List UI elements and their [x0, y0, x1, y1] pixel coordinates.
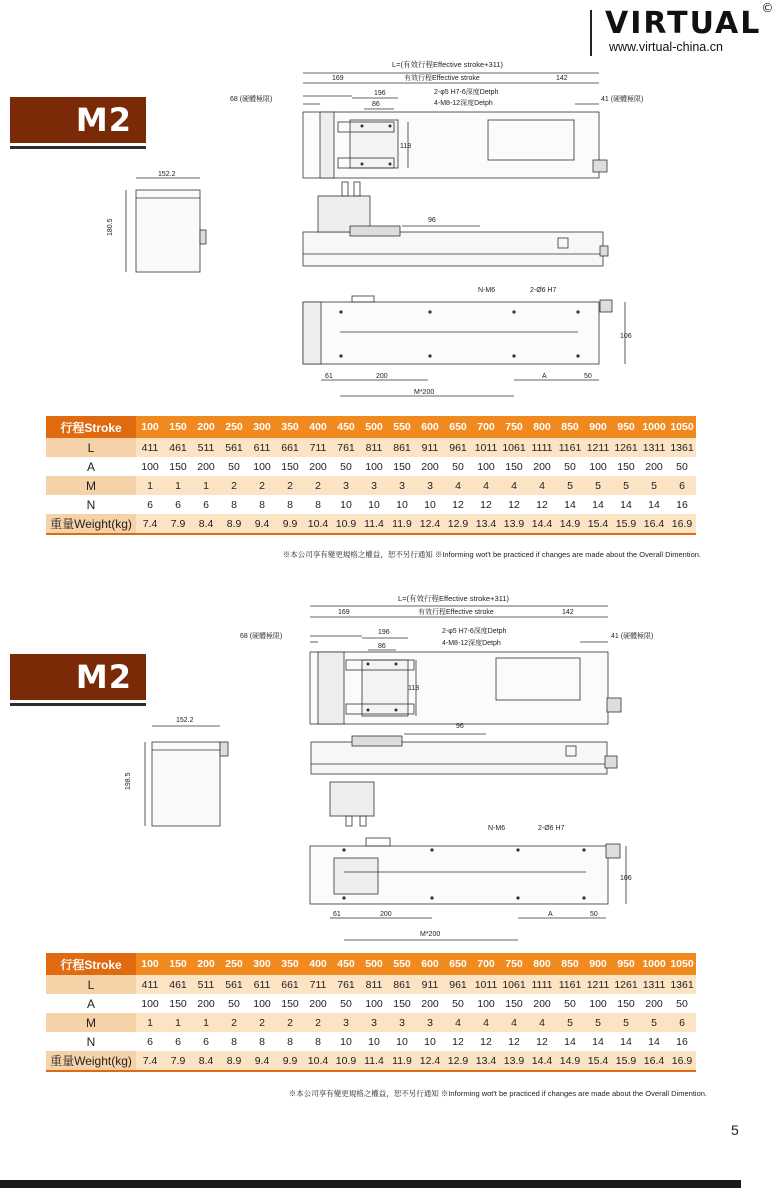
svg-text:M*200: M*200: [414, 389, 435, 396]
svg-text:200: 200: [376, 373, 388, 380]
svg-text:2-Ø6 H7: 2-Ø6 H7: [538, 825, 565, 832]
svg-text:96: 96: [456, 723, 464, 730]
svg-text:86: 86: [372, 101, 380, 108]
svg-text:2-φ5 H7-6深度Detph: 2-φ5 H7-6深度Detph: [434, 89, 499, 96]
svg-text:106: 106: [620, 875, 632, 882]
svg-text:198.5: 198.5: [125, 772, 132, 790]
svg-text:118: 118: [400, 143, 412, 150]
table-row: N 6 6 6 8 8 8 8 10 10 10 10 12 12 12 12 14 14 14 14 16: [86, 1034, 688, 1049]
svg-text:196: 196: [374, 90, 386, 97]
model-badge: M2: [10, 654, 146, 700]
table-row: 重量Weight(kg) 7.4 7.9 8.4 8.9 9.4 9.9 10.4 10.9 11.4 11.9 12.4 12.9 13.4 13.9 14.4 14.9 15.4 15.9 16.4 16.9: [46, 514, 696, 534]
svg-text:4-M8-12深度Detph: 4-M8-12深度Detph: [442, 640, 501, 647]
svg-text:96: 96: [428, 217, 436, 224]
table-header-row: 行程Stroke 100 150 200 250 300 350 400 450 500 550 600 650 700 750 800 850 900 950 1000 1050: [46, 953, 696, 975]
table-row: M 1 1 1 2 2 2 2 3 3 3 3 4 4 4 4 5 5 5 5 6: [46, 1013, 696, 1032]
table-row: L 411 461 511 561 611 661 711 761 811 861 911 961 1011 1061 1111 1161 1211 1261 1311 1361: [46, 438, 696, 457]
svg-text:142: 142: [562, 609, 574, 616]
table-row: M 1 1 1 2 2 2 2 3 3 3 3 4 4 4 4 5 5 5 5 6: [46, 476, 696, 495]
svg-text:A: A: [542, 373, 547, 380]
svg-text:50: 50: [590, 911, 598, 918]
svg-text:41 (硬體極限): 41 (硬體極限): [611, 633, 654, 640]
svg-text:有效行程Effective stroke: 有效行程Effective stroke: [418, 609, 494, 616]
stroke-label: 有效行程Effective stroke: [404, 75, 480, 82]
svg-text:86: 86: [378, 643, 386, 650]
page-number: 5: [731, 1122, 739, 1138]
brand-logo: VIRTUAL©: [605, 1, 775, 41]
svg-text:169: 169: [338, 609, 350, 616]
svg-text:196: 196: [378, 629, 390, 636]
svg-text:N-M6: N-M6: [478, 287, 496, 294]
table-header-label: 行程Stroke: [46, 416, 136, 438]
svg-text:61: 61: [333, 911, 341, 918]
svg-text:152.2: 152.2: [158, 171, 176, 178]
table-header-row: 行程Stroke 100 150 200 250 300 350 400 450 500 550 600 650 700 750 800 850 900 950 1000 1050: [46, 416, 696, 438]
svg-text:A: A: [548, 911, 553, 918]
model-badge: M2: [10, 97, 146, 143]
disclaimer-note: ※本公司享有變更規格之權益，恕不另行通知 ※Informing wot't be practiced if changes are made about the Overall Dimention.: [282, 550, 701, 559]
svg-text:N-M6: N-M6: [488, 825, 506, 832]
table-row: 重量Weight(kg) 7.4 7.9 8.4 8.9 9.4 9.9 10.4 10.9 11.4 11.9 12.4 12.9 13.4 13.9 14.4 14.9 15.4 15.9 16.4 16.9: [46, 1051, 696, 1071]
disclaimer-note: ※本公司享有變更規格之權益，恕不另行通知 ※Informing wot't be practiced if changes are made about the Overall Dimention.: [288, 1089, 707, 1098]
spec-table: [46, 953, 696, 1072]
svg-text:68 (硬體極限): 68 (硬體極限): [240, 633, 283, 640]
footer-bar: [0, 1180, 741, 1188]
svg-text:L=(有效行程Effective stroke+311): L=(有效行程Effective stroke+311): [398, 594, 510, 603]
svg-text:4-M8-12深度Detph: 4-M8-12深度Detph: [434, 100, 493, 107]
table-row: L 411 461 511 561 611 661 711 761 811 861 911 961 1011 1061 1111 1161 1211 1261 1311 1361: [46, 975, 696, 994]
table-row: N 6 6 6 8 8 8 8 10 10 10 10 12 12 12 12 14 14 14 14 16: [86, 497, 688, 512]
svg-text:2-φ5 H7-6深度Detph: 2-φ5 H7-6深度Detph: [442, 628, 507, 635]
svg-text:41 (硬體極限): 41 (硬體極限): [601, 96, 644, 103]
svg-text:200: 200: [380, 911, 392, 918]
table-row: A 100 150 200 50 100 150 200 50 100 150 200 50 100 150 200 50 100 150 200 50: [86, 996, 688, 1011]
svg-text:180.5: 180.5: [107, 218, 114, 236]
svg-text:142: 142: [556, 75, 568, 82]
svg-text:50: 50: [584, 373, 592, 380]
svg-text:2-Ø6 H7: 2-Ø6 H7: [530, 287, 557, 294]
website-url: www.virtual-china.cn: [609, 40, 723, 54]
svg-text:118: 118: [408, 685, 420, 692]
svg-text:152.2: 152.2: [176, 717, 194, 724]
svg-text:M*200: M*200: [420, 931, 441, 938]
svg-text:169: 169: [332, 75, 344, 82]
svg-text:68 (硬體極限): 68 (硬體極限): [230, 96, 273, 103]
svg-text:61: 61: [325, 373, 333, 380]
length-label: L=(有效行程Effective stroke+311): [392, 60, 504, 69]
table-row: A 100 150 200 50 100 150 200 50 100 150 200 50 100 150 200 50 100 150 200 50: [86, 459, 688, 474]
svg-text:106: 106: [620, 333, 632, 340]
